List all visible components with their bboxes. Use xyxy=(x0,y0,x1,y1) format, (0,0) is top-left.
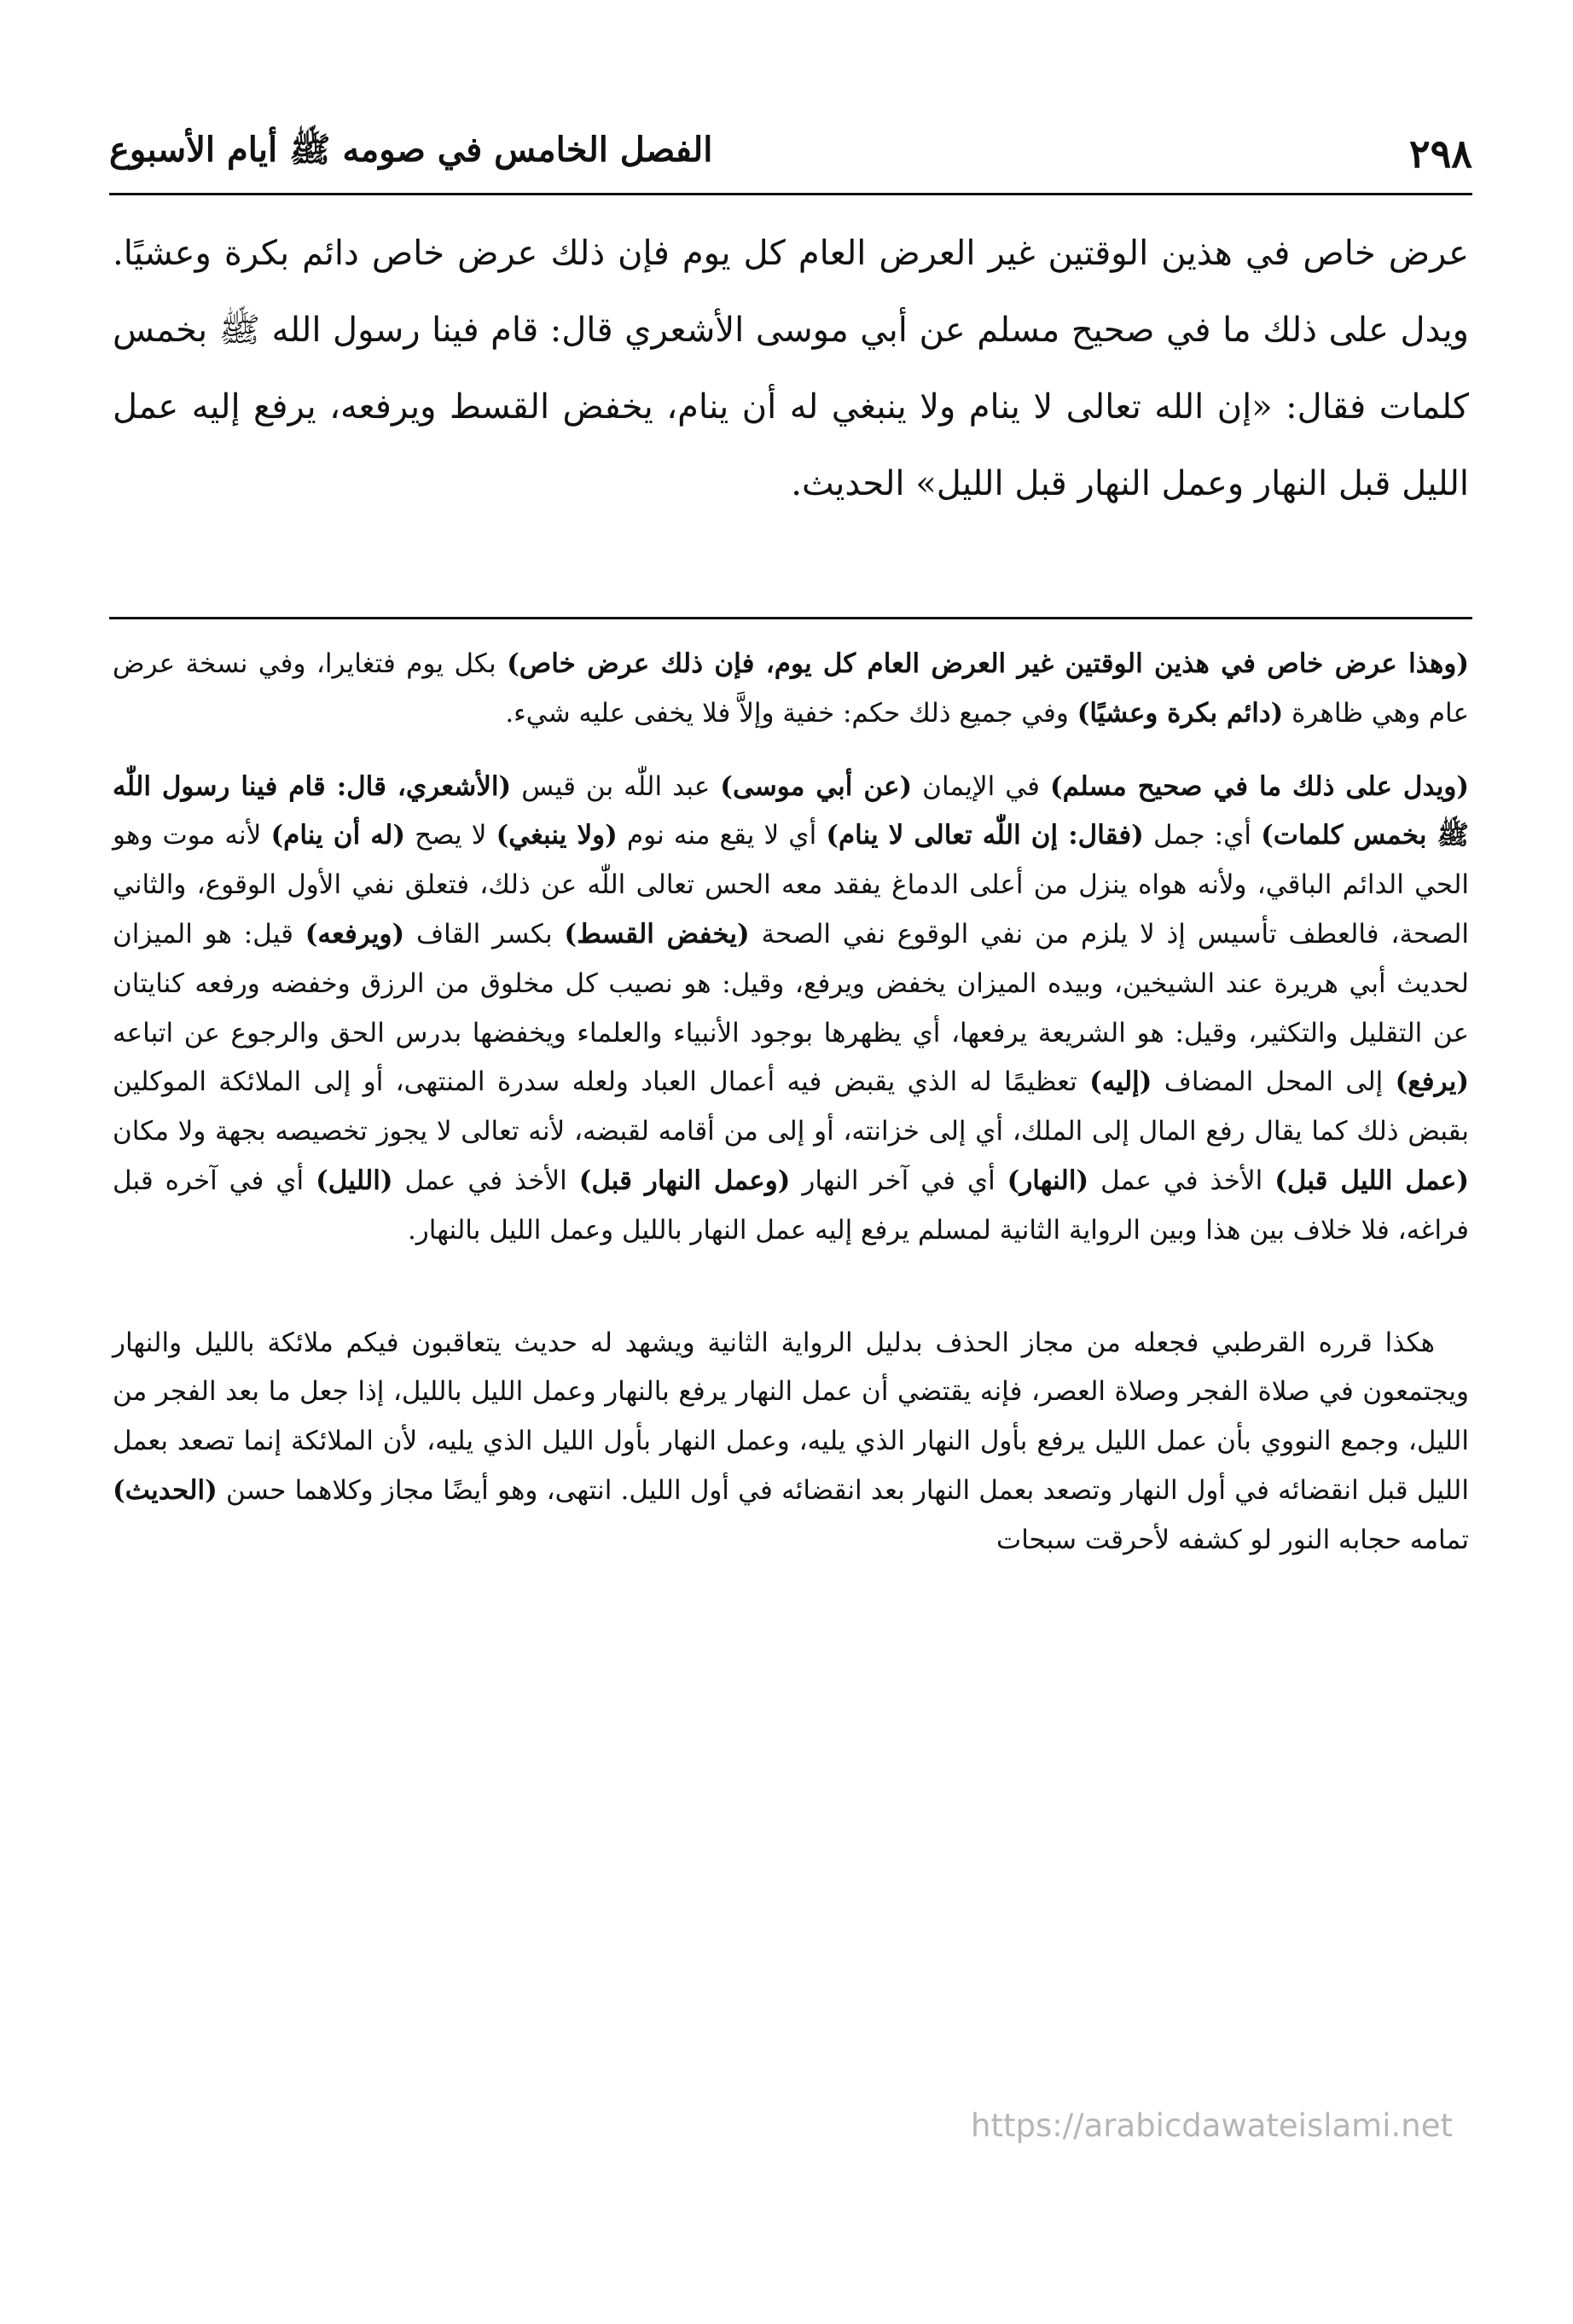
quoted-text: (عمل الليل قبل) xyxy=(1274,1165,1469,1196)
quoted-text: (الليل) xyxy=(316,1165,393,1196)
quoted-text: (النهار) xyxy=(1007,1165,1089,1196)
commentary-text: أي: جمل xyxy=(1143,820,1262,851)
commentary-text: تعظيمًا له الذي يقبض فيه أعمال العباد ولعله سدرة المنتهى، أو إلى الملائكة الموكلين بقبض ذلك كما يقال رفع المال إلى الملك، أي إلى خزانته، أو إلى من أقامه لقبضه، لأنه تعالى لا يجوز تخصيصه بجهة ولا مكان xyxy=(113,1066,1469,1147)
quoted-text: (ولا ينبغي) xyxy=(496,820,618,851)
commentary-text: تمامه حجابه النور لو كشفه لأحرقت سبحات xyxy=(996,1524,1469,1555)
commentary-text: وفي جميع ذلك حكم: خفية وإلاَّ فلا يخفى عليه شيء. xyxy=(505,697,1077,729)
commentary-paragraph-3 xyxy=(113,1319,1469,1566)
quoted-text: (وهذا عرض خاص في هذين الوقتين غير العرض العام كل يوم، فإن ذلك عرض خاص) xyxy=(507,648,1469,679)
header-rule xyxy=(109,193,1472,195)
quoted-text: (الأشعري، قال: قام فينا رسول اللّٰه ﷺ بخمس كلمات) xyxy=(113,770,1469,851)
commentary xyxy=(113,640,1469,1566)
commentary-paragraph-1 xyxy=(113,640,1469,739)
commentary-text: أي في آخر النهار xyxy=(790,1165,1007,1196)
commentary-text: بكل يوم فتغايرا، وفي نسخة عرض عام وهي ظاهرة xyxy=(113,648,1469,729)
main-text: عرض خاص في هذين الوقتين غير العرض العام كل يوم فإن ذلك عرض خاص دائم بكرة وعشيًا. ويدل على ذلك ما في صحيح مسلم عن أبي موسى الأشعري قال: قام فينا رسول الله ﷺ بخمس كلمات فقال: «إن الله تعالى لا ينام ولا ينبغي له أن ينام، يخفض القسط ويرفعه، يرفع إليه عمل الليل قبل النهار وعمل النهار قبل الليل» الحديث. xyxy=(113,234,1469,503)
page-number: ٢٩٨ xyxy=(1408,131,1472,177)
commentary-text: لأنه موت وهو الحي الدائم الباقي، ولأنه هواه ينزل من أعلى الدماغ يفقد معه الحس تعالى اللّٰه عن ذلك، فتعلق نفي الأول الوقوع، والثاني الصحة، فالعطف تأسيس إذ لا يلزم من نفي الوقوع نفي الصحة xyxy=(113,820,1470,950)
commentary-text: إلى المحل المضاف xyxy=(1152,1066,1396,1098)
quoted-text: (ويدل على ذلك ما في صحيح مسلم) xyxy=(1049,770,1469,802)
quoted-text: (دائم بكرة وعشيًا) xyxy=(1077,697,1284,729)
commentary-text: أي في آخره قبل فراغه، فلا خلاف بين هذا وبين الرواية الثانية لمسلم يرفع إليه عمل النهار بالليل وعمل الليل بالنهار. xyxy=(113,1165,1469,1246)
commentary-text: قيل: هو الميزان لحديث أبي هريرة عند الشيخين، وبيده الميزان يخفض ويرفع، وقيل: هو نصيب كل مخلوق من الرزق وخفضه ورفعه كنايتان عن التقليل والتكثير، وقيل: هو الشريعة يرفعها، أي يظهرها بوجود الأنبياء والعلماء ويخفضها بدرس الحق والرجوع عن اتباعه xyxy=(113,918,1469,1049)
quoted-text: (إليه) xyxy=(1089,1066,1152,1098)
commentary-text: الأخذ في عمل xyxy=(392,1165,579,1196)
commentary-text: لا يصح xyxy=(404,820,496,851)
quoted-text: (الحديث) xyxy=(113,1474,218,1506)
commentary-divider xyxy=(109,617,1472,619)
commentary-text: الأخذ في عمل xyxy=(1088,1165,1275,1196)
quoted-text: (عن أبي موسى) xyxy=(720,770,913,802)
commentary-text: في الإيمان xyxy=(912,770,1050,802)
watermark-url: https://arabicdawateislami.net xyxy=(971,2107,1453,2144)
quoted-text: (له أن ينام) xyxy=(270,820,405,851)
quoted-text: (فقال: إن اللّٰه تعالى لا ينام) xyxy=(826,820,1144,851)
quoted-text: (ويرفعه) xyxy=(305,918,405,950)
quoted-text: (يخفض القسط) xyxy=(564,918,750,950)
commentary-paragraph-2 xyxy=(113,763,1469,1256)
quoted-text: (يرفع) xyxy=(1395,1066,1469,1098)
commentary-text: بكسر القاف xyxy=(404,918,565,950)
commentary-text: أي لا يقع منه نوم xyxy=(617,820,827,851)
commentary-text: عبد اللّٰه بن قيس xyxy=(511,770,721,802)
quoted-text: (وعمل النهار قبل) xyxy=(578,1165,791,1196)
chapter-title: الفصل الخامس في صومه ﷺ أيام الأسبوع xyxy=(109,130,713,170)
commentary-text: هكذا قرره القرطبي فجعله من مجاز الحذف بدليل الرواية الثانية ويشهد له حديث يتعاقبون فيكم ملائكة بالليل والنهار ويجتمعون في صلاة الفجر وصلاة العصر، فإنه يقتضي أن عمل النهار يرفع بالنهار وعمل الليل بالليل، إذا جعل ما بعد الفجر من الليل، وجمع النووي بأن عمل الليل يرفع بأول النهار الذي يليه، وعمل النهار بأول الليل الذي يليه، لأن الملائكة إنما تصعد بعمل الليل قبل انقضائه في أول النهار وتصعد بعمل النهار بعد انقضائه في أول الليل. انتهى، وهو أيضًا مجاز وكلاهما حسن xyxy=(113,1327,1469,1506)
running-header xyxy=(109,119,1472,188)
